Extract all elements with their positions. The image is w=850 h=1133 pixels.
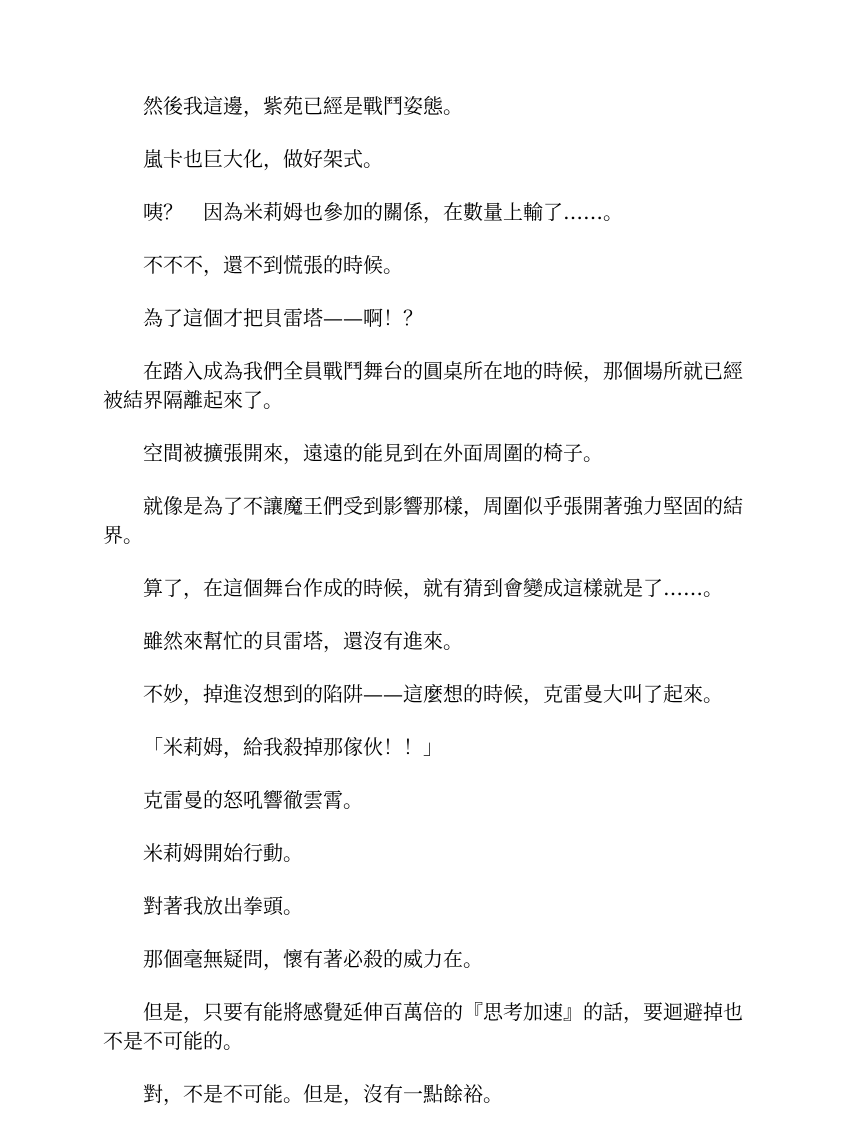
paragraph: 在踏入成為我們全員戰鬥舞台的圓桌所在地的時候，那個場所就已經被結界隔離起來了。 bbox=[103, 359, 743, 412]
paragraph: 然後我這邊，紫苑已經是戰鬥姿態。 bbox=[143, 94, 463, 118]
paragraph: 米莉姆開始行動。 bbox=[143, 841, 303, 865]
paragraph: 算了，在這個舞台作成的時候，就有猜到會變成這樣就是了……。 bbox=[143, 576, 723, 600]
paragraph: 對著我放出拳頭。 bbox=[143, 894, 303, 918]
paragraph: 不妙，掉進沒想到的陷阱——這麼想的時候，克雷曼大叫了起來。 bbox=[143, 682, 723, 706]
paragraph: 對，不是不可能。但是，沒有一點餘裕。 bbox=[143, 1082, 503, 1106]
paragraph: 咦？ 因為米莉姆也參加的關係，在數量上輸了……。 bbox=[143, 200, 623, 224]
paragraph: 不不不，還不到慌張的時候。 bbox=[143, 253, 403, 277]
paragraph: 克雷曼的怒吼響徹雲霄。 bbox=[143, 788, 363, 812]
paragraph: 嵐卡也巨大化，做好架式。 bbox=[143, 147, 383, 171]
paragraph: 那個毫無疑問，懷有著必殺的威力在。 bbox=[143, 947, 483, 971]
paragraph: 為了這個才把貝雷塔——啊！？ bbox=[143, 306, 423, 330]
paragraph: 就像是為了不讓魔王們受到影響那樣，周圍似乎張開著強力堅固的結界。 bbox=[103, 494, 743, 547]
dialogue-paragraph: 「米莉姆，給我殺掉那傢伙！！」 bbox=[143, 735, 443, 759]
document-body bbox=[103, 92, 753, 1133]
paragraph: 雖然來幫忙的貝雷塔，還沒有進來。 bbox=[143, 629, 463, 653]
paragraph: 空間被擴張開來，遠遠的能見到在外面周圍的椅子。 bbox=[143, 441, 603, 465]
paragraph: 但是，只要有能將感覺延伸百萬倍的『思考加速』的話，要迴避掉也不是不可能的。 bbox=[103, 1000, 743, 1053]
